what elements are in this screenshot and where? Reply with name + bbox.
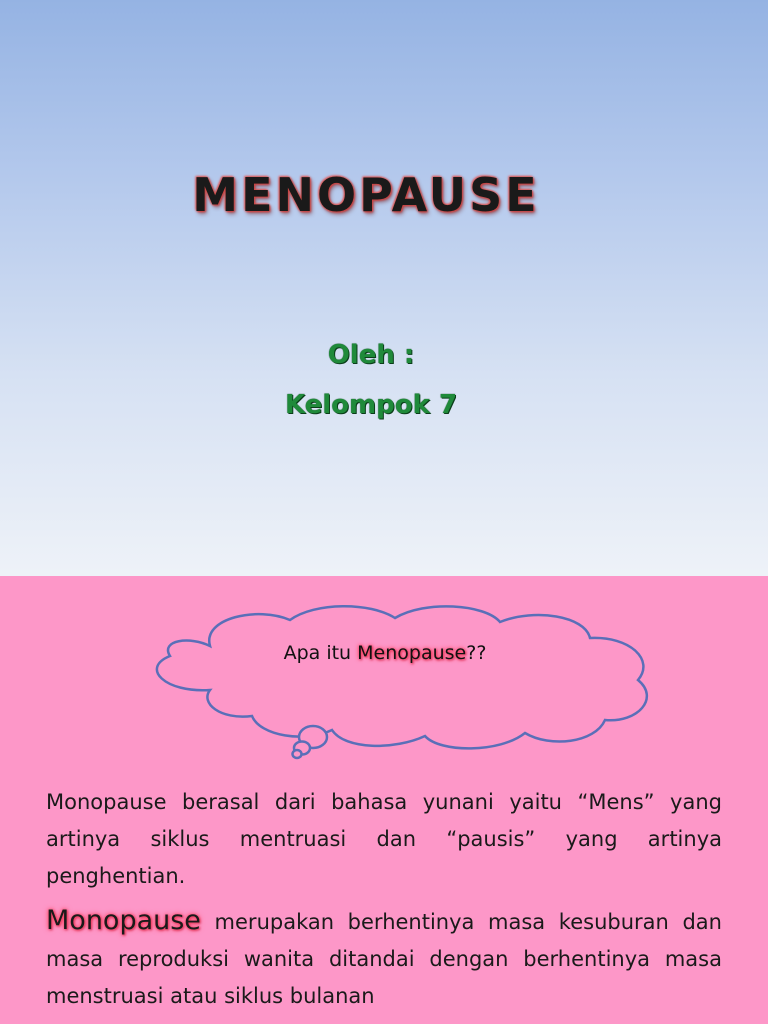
- slide-content: [0, 576, 768, 1024]
- callout-suffix: ??: [466, 642, 487, 664]
- thought-cloud-shape: [140, 598, 670, 768]
- definition-lead: Monopause: [46, 905, 201, 936]
- definition-paragraph: [46, 902, 722, 1015]
- callout-prefix: Apa itu: [283, 642, 358, 664]
- author-group: Kelompok 7: [284, 390, 458, 420]
- callout-highlight: Menopause: [357, 642, 467, 664]
- etymology-paragraph: Monopause berasal dari bahasa yunani yaitu “Mens” yang artinya siklus mentruasi dan “pausis” yang artinya penghentian.: [46, 790, 722, 888]
- definition-text: merupakan berhentinya masa kesuburan dan masa reproduksi wanita ditandai dengan berhentinya masa menstruasi atau siklus bulanan: [46, 910, 722, 1008]
- author-label: Oleh :: [327, 340, 415, 370]
- slide-title-heading: MENOPAUSE: [192, 168, 540, 222]
- callout-question: [140, 642, 630, 664]
